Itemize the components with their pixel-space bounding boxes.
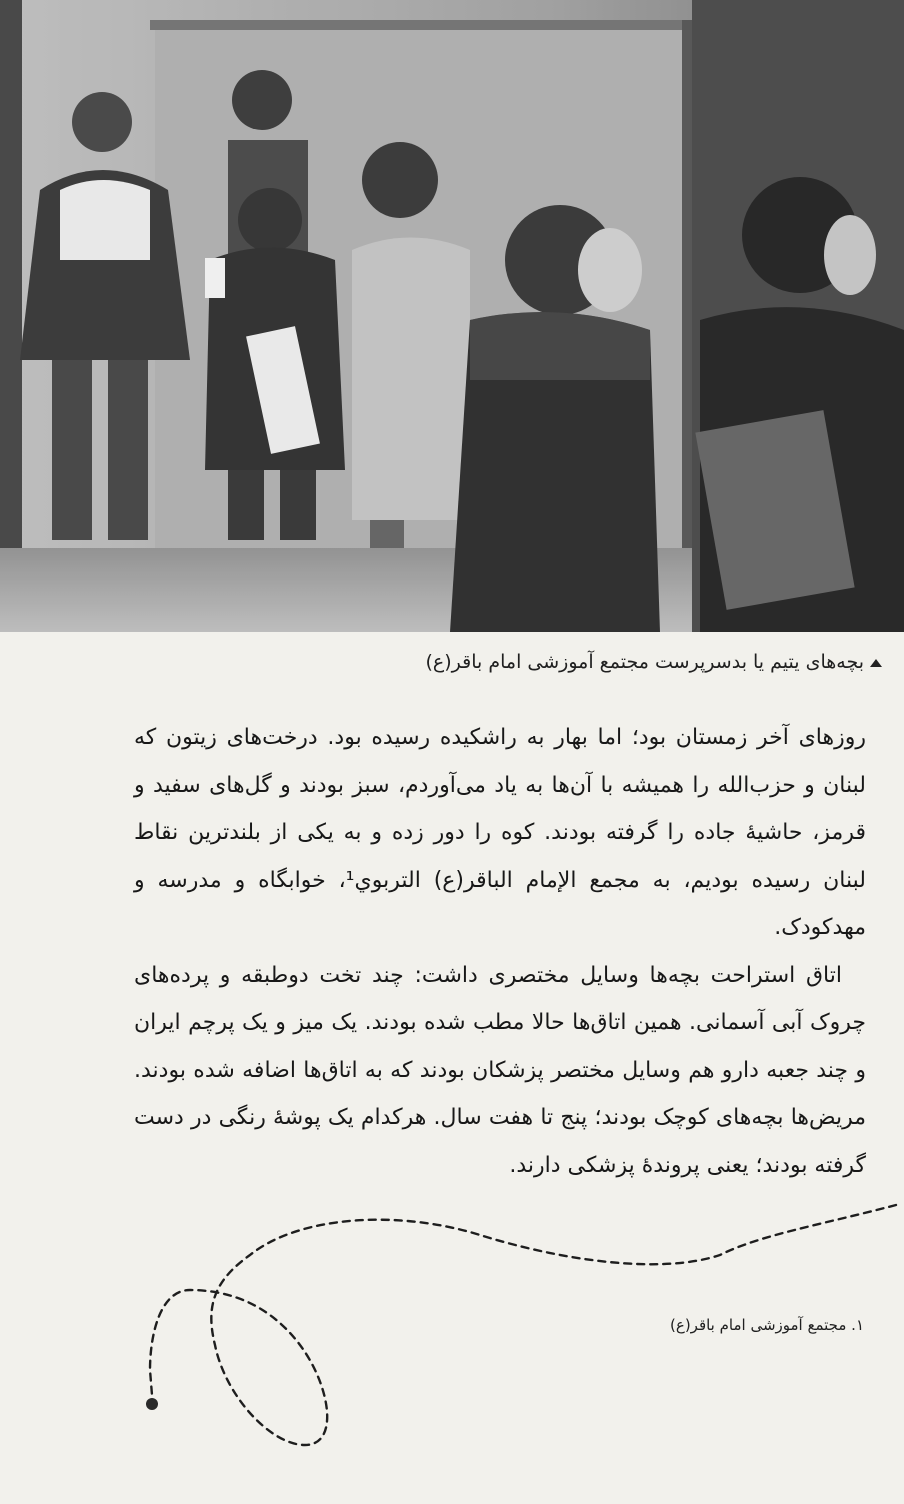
article-body — [134, 714, 866, 1189]
triangle-bullet-icon — [870, 659, 882, 667]
photo-illustration — [0, 0, 904, 632]
paragraph-1: روزهای آخر زمستان بود؛ اما بهار به راشکیده رسیده بود. درخت‌های زیتون که لبنان و حزب‌الله را همیشه با آن‌ها به یاد می‌آوردم، سبز بودند و گل‌های سفید و قرمز، حاشیهٔ جاده را گرفته بودند. کوه را دور زده و به یکی از بلندترین نقاط لبنان رسیده بودیم، به مجمع الإمام الباقر(ع) التربوي¹، خوابگاه و مدرسه و مهدکودک. — [134, 725, 866, 940]
photo-caption — [300, 648, 882, 676]
footnote: ۱. مجتمع آموزشی امام باقر(ع) — [670, 1316, 864, 1334]
article-photo — [0, 0, 904, 632]
caption-text: بچه‌های یتیم یا بدسرپرست مجتمع آموزشی امام باقر(ع) — [425, 651, 864, 673]
paragraph-2: اتاق استراحت بچه‌ها وسایل مختصری داشت: چند تخت دوطبقه و پرده‌های چروک آبی آسمانی. همین اتاق‌ها حالا مطب شده بودند. یک میز و یک پرچم ایران و چند جعبه دارو هم وسایل مختصر پزشکان بودند که به اتاق‌ها اضافه شده بودند. مریض‌ها بچه‌های کوچک بودند؛ پنج تا هفت سال. هرکدام یک پوشهٔ رنگی در دست گرفته بودند؛ یعنی پروندهٔ پزشکی دارند. — [134, 962, 866, 1178]
